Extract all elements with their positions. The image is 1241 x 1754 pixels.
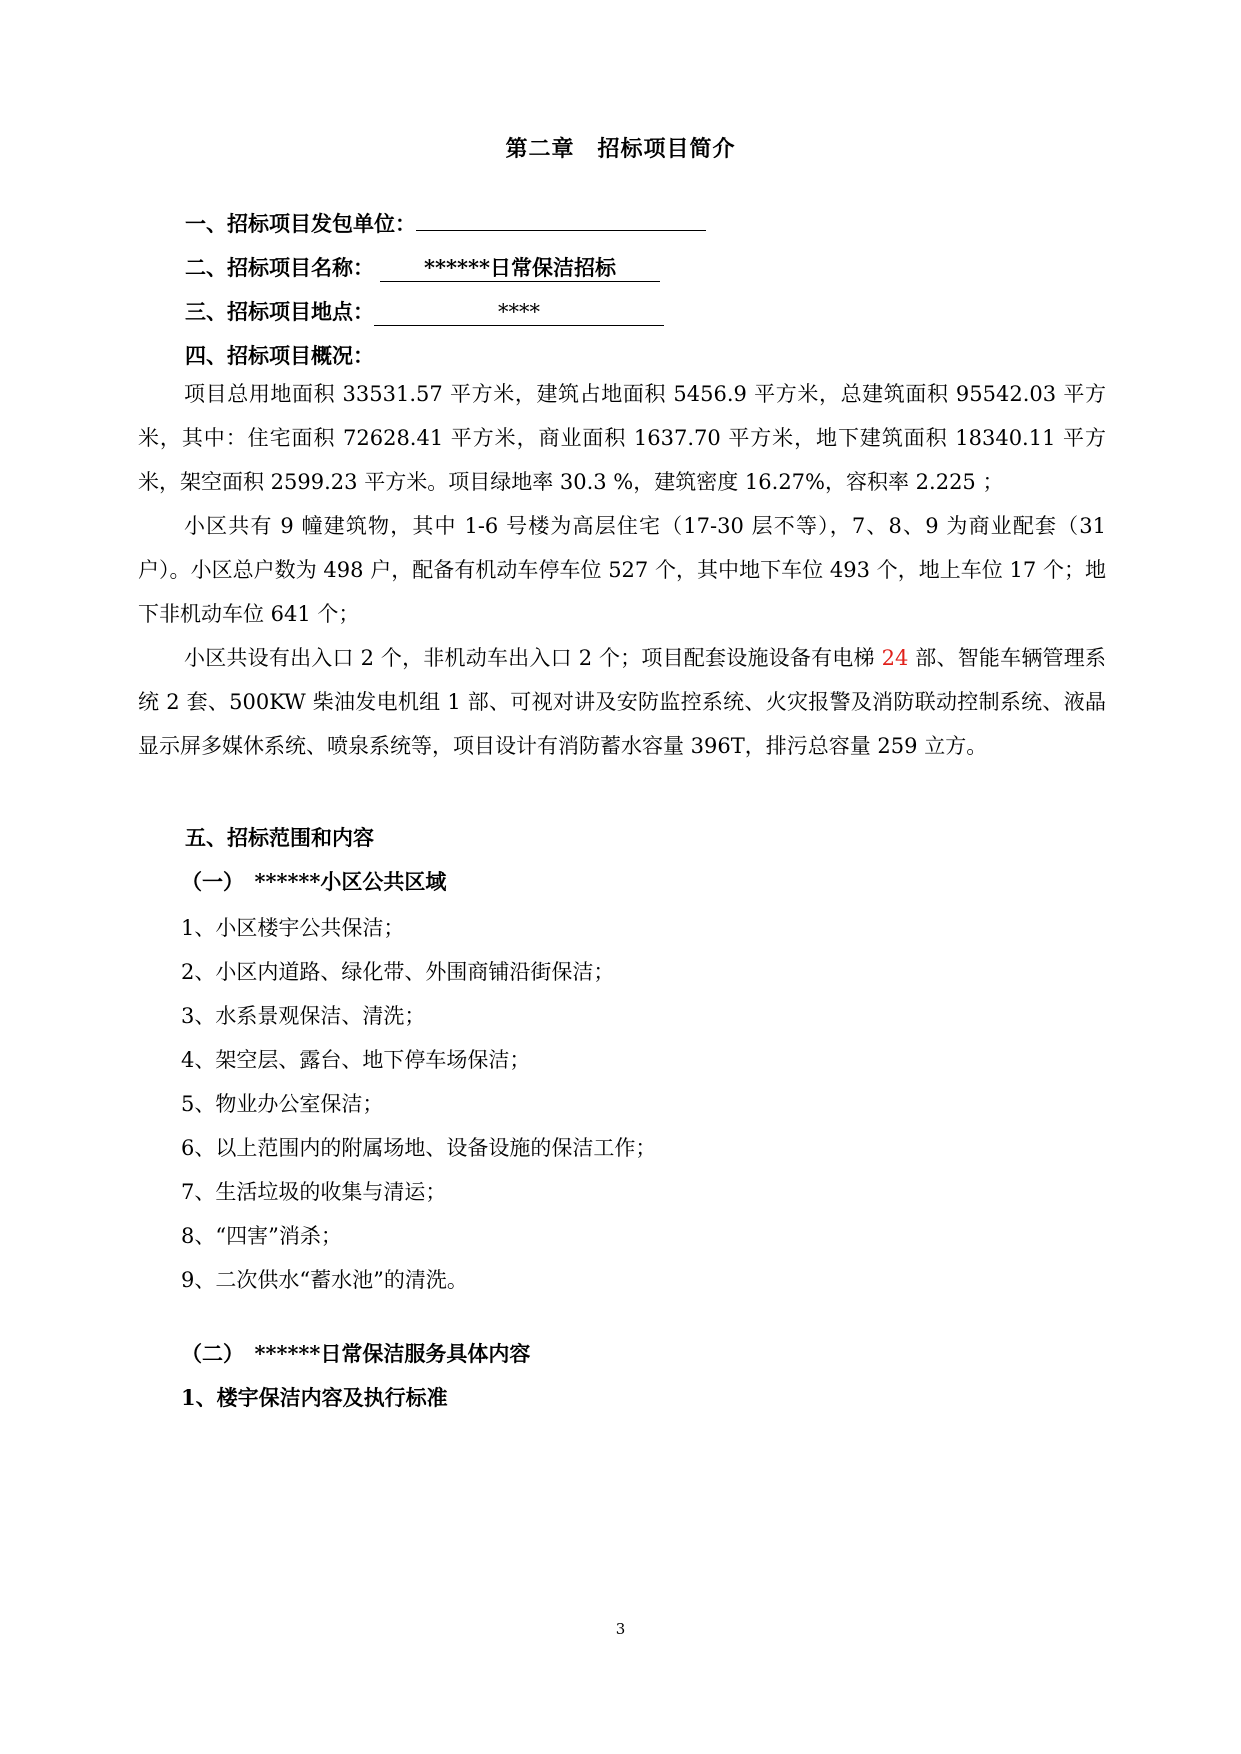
overview-paragraph: 小区共有 9 幢建筑物，其中 1-6 号楼为高层住宅（17-30 层不等），7、8、9 为商业配套（31 户）。小区总户数为 498 户，配备有机动车停车位 527 个，其中地下车位 493 个，地上车位 17 个；地下非机动车位 641 个； <box>138 514 1106 626</box>
field-blank <box>416 230 706 231</box>
field-contractor <box>185 208 706 238</box>
page-number: 3 <box>615 1620 626 1638</box>
list-item: 1、小区楼宇公共保洁； <box>181 916 405 940</box>
list-item: 7、生活垃圾的收集与清运； <box>181 1180 447 1204</box>
list-item: 6、以上范围内的附属场地、设备设施的保洁工作； <box>181 1136 657 1160</box>
field-label: 三、招标项目地点： <box>185 299 374 324</box>
chapter-title: 第二章 招标项目简介 <box>505 136 736 162</box>
scope-subheading: （二） ******日常保洁服务具体内容 <box>181 1341 531 1366</box>
overview-paragraph <box>138 636 1106 768</box>
list-item: 2、小区内道路、绿化带、外围商铺沿街保洁； <box>181 960 615 984</box>
paragraph-text: 部、智能车辆管理系统 2 套、500KW 柴油发电机组 1 部、可视对讲及安防监控系统、火灾报警及消防联动控制系统、液晶显示屏多媒休系统、喷泉系统等，项目设计有消防蓄水容量 396T，排污总容量 259 立方。 <box>138 646 1106 758</box>
field-value: ******日常保洁招标 <box>380 255 660 282</box>
field-label: 二、招标项目名称： <box>185 255 374 280</box>
list-item: 5、物业办公室保洁； <box>181 1092 384 1116</box>
field-location <box>185 296 664 326</box>
field-project-name <box>185 252 660 282</box>
overview-heading: 四、招标项目概况： <box>185 343 374 368</box>
list-item: 9、二次供水“蓄水池”的清洗。 <box>181 1268 468 1292</box>
section-heading: 1、楼宇保洁内容及执行标准 <box>181 1385 448 1410</box>
scope-heading: 五、招标范围和内容 <box>185 825 374 850</box>
overview-paragraph: 项目总用地面积 33531.57 平方米，建筑占地面积 5456.9 平方米，总建筑面积 95542.03 平方米，其中：住宅面积 72628.41 平方米，商业面积 1637.70 平方米，地下建筑面积 18340.11 平方米，架空面积 2599.23 平方米。项目绿地率 30.3 %，建筑密度 16.27%，容积率 2.225 ； <box>138 382 1106 494</box>
field-value: **** <box>374 299 664 326</box>
scope-subheading: （一） ******小区公共区域 <box>181 869 447 894</box>
field-label: 一、招标项目发包单位： <box>185 211 416 236</box>
list-item: 8、“四害”消杀； <box>181 1224 342 1248</box>
list-item: 4、架空层、露台、地下停车场保洁； <box>181 1048 531 1072</box>
highlight-number: 24 <box>881 646 909 670</box>
list-item: 3、水系景观保洁、清洗； <box>181 1004 426 1028</box>
paragraph-text: 小区共设有出入口 2 个，非机动车出入口 2 个；项目配套设施设备有电梯 <box>184 646 882 670</box>
